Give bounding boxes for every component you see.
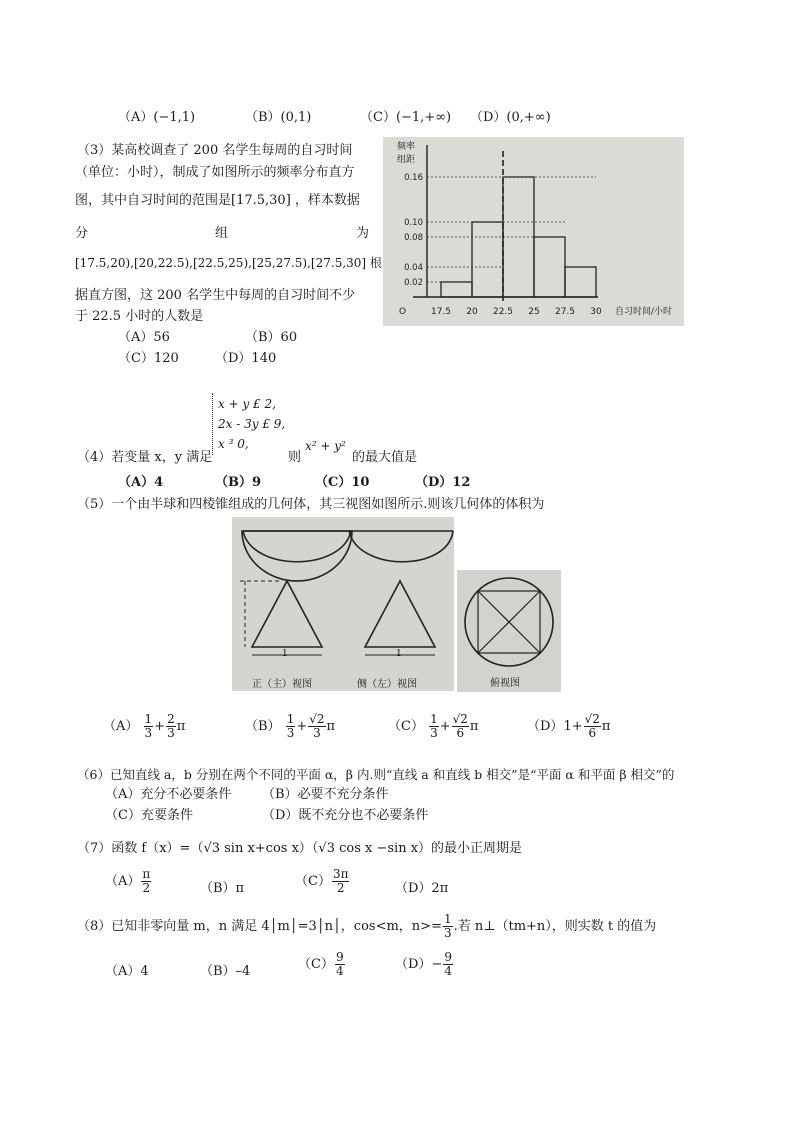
front-dim-label: 1 bbox=[282, 649, 288, 659]
q3-option-d: （D）140 bbox=[215, 351, 277, 366]
q3-line-4: [17.5,20),[20,22.5),[22.5,25),[25,27.5),[27.5,30] 根 bbox=[75, 256, 382, 270]
origin-label: O bbox=[399, 307, 407, 317]
side-view-label: 侧（左）视图 bbox=[357, 679, 417, 690]
q5-c-frac2-num: √2 bbox=[452, 712, 468, 726]
y-axis-label-top: 频率 bbox=[397, 142, 416, 152]
q2-option-b: （B）(0,1) bbox=[245, 110, 312, 125]
q6-option-b: （B）必要不充分条件 bbox=[262, 787, 389, 802]
q7-a-den: 2 bbox=[142, 881, 151, 895]
x-tick-label: 25 bbox=[528, 307, 540, 317]
q7-a-num: π bbox=[142, 867, 151, 881]
front-side-views-photo bbox=[232, 517, 454, 691]
q7-option-a bbox=[105, 868, 152, 895]
histogram-bar bbox=[534, 237, 565, 297]
q4-option-a: （A）4 bbox=[118, 475, 164, 490]
q8-option-d-label: （D） bbox=[395, 957, 432, 972]
q3-option-b: （B）60 bbox=[245, 330, 298, 345]
histogram-chart bbox=[383, 137, 684, 326]
q3-line-6: 于 22.5 小时的人数是 bbox=[75, 309, 204, 324]
q8-c-num: 9 bbox=[335, 950, 344, 964]
q3-line-3: 图，其中自习时间的范围是[17.5,30] ，样本数据 bbox=[75, 193, 360, 208]
q8-d-num: 9 bbox=[444, 950, 452, 964]
q5-stem: （5）一个由半球和四棱锥组成的几何体，其三视图如图所示.则该几何体的体积为 bbox=[77, 497, 545, 512]
q4-stem-left: （4）若变量 x，y 满足 bbox=[77, 450, 213, 465]
q4-system-line-3: x ³ 0, bbox=[218, 437, 249, 451]
q8-d-neg: − bbox=[431, 957, 443, 972]
q6-option-d: （D）既不充分也不必要条件 bbox=[262, 808, 429, 823]
q8-stem bbox=[77, 913, 656, 940]
q4-system-line-2: 2x - 3y £ 9, bbox=[218, 417, 286, 431]
q8-option-a: （A）4 bbox=[105, 964, 149, 979]
histogram-bar bbox=[565, 267, 596, 297]
q4-option-b: （B）9 bbox=[215, 475, 262, 490]
q5-c-pi: π bbox=[469, 719, 479, 734]
x-tick-label: 30 bbox=[590, 307, 602, 317]
q4-stem-right: 则 bbox=[288, 450, 302, 465]
q5-b-pi: π bbox=[326, 719, 336, 734]
q8-c-den: 4 bbox=[335, 964, 344, 978]
q7-option-a-label: （A） bbox=[105, 874, 141, 889]
side-dim-label: 1 bbox=[396, 649, 402, 659]
q2-option-d: （D）(0,+∞) bbox=[470, 110, 551, 125]
q3-line-1: （3）某高校调查了 200 名学生每周的自习时间 bbox=[77, 143, 353, 158]
y-tick-label: 0.04 bbox=[404, 263, 423, 273]
histogram-bar bbox=[472, 222, 503, 297]
q5-b-frac1-den: 3 bbox=[286, 726, 295, 740]
q3-option-a: （A）56 bbox=[118, 330, 170, 345]
q5-option-d bbox=[527, 713, 610, 740]
q5-option-b-label: （B） bbox=[245, 719, 281, 734]
q8-stem-right: .若 n⊥（tm+n），则实数 t 的值为 bbox=[453, 919, 657, 934]
q5-option-c bbox=[388, 713, 478, 740]
top-view-label: 俯视图 bbox=[490, 678, 520, 689]
q2-option-a: （A）(−1,1) bbox=[118, 110, 196, 125]
front-side-views-drawing bbox=[232, 517, 454, 691]
q5-a-frac2-num: 2 bbox=[167, 712, 175, 726]
top-view-photo bbox=[457, 570, 561, 692]
y-tick-label: 0.16 bbox=[404, 173, 423, 183]
q7-option-c bbox=[295, 868, 350, 895]
y-tick-label: 0.02 bbox=[404, 278, 423, 288]
histogram-bar bbox=[441, 282, 472, 297]
q8-frac-den: 3 bbox=[443, 926, 452, 940]
x-tick-label: 20 bbox=[466, 307, 478, 317]
q7-stem: （7）函数 f（x）=（√3 sin x+cos x）（√3 cos x −sin x）的最小正周期是 bbox=[77, 841, 523, 856]
q5-d-whole: 1 bbox=[563, 719, 572, 734]
q8-option-d bbox=[395, 951, 454, 978]
q3-option-c: （C）120 bbox=[118, 351, 179, 366]
q7-option-d: （D）2π bbox=[395, 881, 449, 896]
q5-c-frac1-den: 3 bbox=[430, 726, 438, 740]
q5-option-a-label: （A） bbox=[103, 719, 139, 734]
q8-frac-num: 1 bbox=[443, 912, 452, 926]
x-tick-label: 27.5 bbox=[554, 307, 576, 317]
q7-c-den: 2 bbox=[336, 881, 345, 895]
y-axis-label-bottom: 组距 bbox=[397, 155, 416, 165]
q5-d-pi: π bbox=[601, 719, 611, 734]
q8-d-den: 4 bbox=[444, 964, 452, 978]
q4-expression: x² + y² bbox=[305, 439, 346, 453]
q8-stem-left: （8）已知非零向量 m，n 满足 4│m│=3│n│，cos<m，n>= bbox=[77, 919, 442, 934]
q3-line-2: （单位：小时），制成了如图所示的频率分布直方 bbox=[75, 165, 355, 180]
front-view-label: 正（主）视图 bbox=[252, 679, 312, 690]
q3-line-5: 据直方图，这 200 名学生中每周的自习时间不少 bbox=[75, 288, 356, 303]
q3-spread-word-3: 为 bbox=[356, 226, 370, 241]
q7-c-num: 3π bbox=[332, 867, 349, 881]
q3-spread-word-2: 组 bbox=[215, 226, 229, 241]
q7-option-b: （B）π bbox=[200, 881, 245, 896]
q8-option-c bbox=[298, 951, 346, 978]
q7-option-c-label: （C） bbox=[295, 874, 331, 889]
q4-stem-end: 的最大值是 bbox=[352, 450, 418, 465]
q5-c-plus: + bbox=[439, 719, 451, 734]
q2-option-c: （C）(−1,+∞) bbox=[360, 110, 452, 125]
q8-option-b: （B）–4 bbox=[200, 964, 251, 979]
q8-option-c-label: （C） bbox=[298, 957, 334, 972]
q5-option-b bbox=[245, 713, 335, 740]
histogram-photo bbox=[383, 137, 684, 326]
q6-stem: （6）已知直线 a，b 分别在两个不同的平面 α，β 内.则“直线 a 和直线 b 相交”是“平面 α 和平面 β 相交”的 bbox=[77, 767, 675, 782]
x-tick-label: 17.5 bbox=[430, 307, 452, 317]
q5-b-frac2-num: √2 bbox=[309, 712, 325, 726]
q3-spread-word-1: 分 bbox=[75, 226, 89, 241]
system-brace bbox=[212, 393, 216, 455]
q5-d-frac-den: 6 bbox=[588, 726, 597, 740]
q5-a-frac1-den: 3 bbox=[144, 726, 153, 740]
q6-option-a: （A）充分不必要条件 bbox=[105, 787, 232, 802]
q4-system-line-1: x + y £ 2, bbox=[218, 397, 276, 411]
q5-c-frac1-num: 1 bbox=[430, 712, 438, 726]
q5-d-plus: + bbox=[571, 719, 583, 734]
x-tick-label: 22.5 bbox=[492, 307, 514, 317]
q5-option-d-label: （D） bbox=[527, 719, 564, 734]
q5-c-frac2-den: 6 bbox=[456, 726, 465, 740]
q5-a-frac2-den: 3 bbox=[167, 726, 175, 740]
x-axis-label: 自习时间/小时 bbox=[615, 307, 673, 317]
y-tick-label: 0.10 bbox=[404, 218, 423, 228]
q6-option-c: （C）充要条件 bbox=[105, 808, 193, 823]
q5-a-frac1-num: 1 bbox=[144, 712, 153, 726]
q5-b-plus: + bbox=[296, 719, 308, 734]
q5-b-frac2-den: 3 bbox=[313, 726, 321, 740]
q4-option-d: （D）12 bbox=[415, 475, 471, 490]
q5-a-plus: + bbox=[154, 719, 166, 734]
y-tick-label: 0.08 bbox=[404, 233, 423, 243]
q5-d-frac-num: √2 bbox=[584, 712, 600, 726]
q5-a-pi: π bbox=[176, 719, 186, 734]
q5-option-a bbox=[103, 713, 185, 740]
q4-option-c: （C）10 bbox=[315, 475, 370, 490]
q5-b-frac1-num: 1 bbox=[286, 712, 295, 726]
q5-option-c-label: （C） bbox=[388, 719, 424, 734]
